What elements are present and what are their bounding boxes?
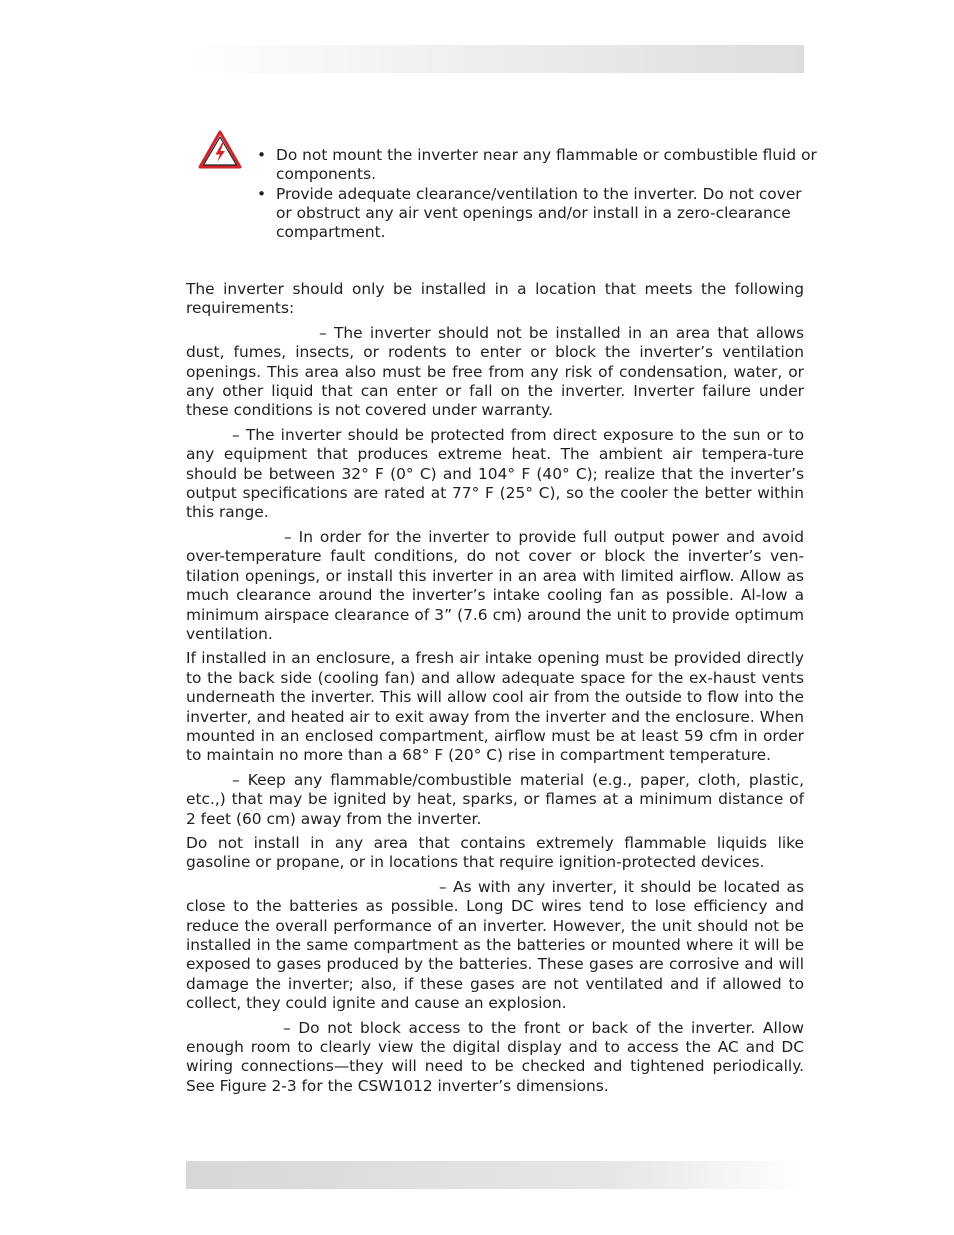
- access-paragraph: – Do not block access to the front or back of the inverter. Allow enough room to clearly view the digital display and to access the AC and DC wiring connections—they will need to be checked and tightened periodically. See Figure 2-3 for the CSW1012 inverter’s dimensions.: [186, 1018, 804, 1095]
- intro-paragraph: The inverter should only be installed in a location that meets the following requirements:: [186, 280, 804, 318]
- warning-list: [257, 146, 817, 243]
- enclosure-paragraph: If installed in an enclosure, a fresh air intake opening must be provided directly to the back side (cooling fan) and allow adequate space for the ex-haust vents underneath the inverter. This will allow cool air from the outside to flow into the inverter, and heated air to exit away from the inverter and the enclosure. When mounted in an enclosed compartment, airflow must be at least 59 cfm in order to maintain no more than a 68° F (20° C) rise in compartment temperature.: [186, 649, 804, 765]
- environment-paragraph: – The inverter should not be installed in an area that allows dust, fumes, insects, or rodents to enter or block the inverter’s ventilation openings. This area also must be free from any risk of condensation, water, or any other liquid that can enter or fall on the inverter. Inverter failure under these conditions is not covered under warranty.: [186, 323, 804, 420]
- warning-item: • Do not mount the inverter near any flammable or combustible fluid or components.: [257, 146, 817, 183]
- electrical-hazard-warning-icon: [198, 130, 242, 170]
- footer-band: [186, 1161, 804, 1189]
- batteries-paragraph: – As with any inverter, it should be located as close to the batteries as possible. Long DC wires tend to lose efficiency and reduce the overall performance of an inverter. However, the unit should not be installed in the same compartment as the batteries or mounted where it will be exposed to gases produced by the batteries. These gases are corrosive and will damage the inverter; also, if these gases are not ventilated and if allowed to collect, they could ignite and cause an explosion.: [186, 877, 804, 1013]
- temperature-paragraph: – The inverter should be protected from direct exposure to the sun or to any equipment that produces extreme heat. The ambient air tempera-ture should be between 32° F (0° C) and 104° F (40° C); realize that the inverter’s output specifications are rated at 77° F (25° C), so the cooler the better within this range.: [186, 425, 804, 522]
- flammable-paragraph: Do not install in any area that contains extremely flammable liquids like gasoline or propane, or in locations that require ignition-protected devices.: [186, 833, 804, 872]
- warning-item: • Provide adequate clearance/ventilation to the inverter. Do not cover or obstruct any air vent openings and/or install in a zero-clearance compartment.: [257, 185, 802, 241]
- body-text: [186, 280, 804, 1101]
- safety-paragraph: – Keep any flammable/combustible material (e.g., paper, cloth, plastic, etc.,) that may be ignited by heat, sparks, or flames at a minimum distance of 2 feet (60 cm) away from the inverter.: [186, 770, 804, 828]
- header-band: [186, 45, 804, 73]
- ventilation-paragraph: – In order for the inverter to provide full output power and avoid over-temperature fault conditions, do not cover or block the inverter’s ven-tilation openings, or install this inverter in an area with limited airflow. Allow as much clearance around the inverter’s intake cooling fan as possible. Al-low a minimum airspace clearance of 3” (7.6 cm) around the unit to provide optimum ventilation.: [186, 527, 804, 643]
